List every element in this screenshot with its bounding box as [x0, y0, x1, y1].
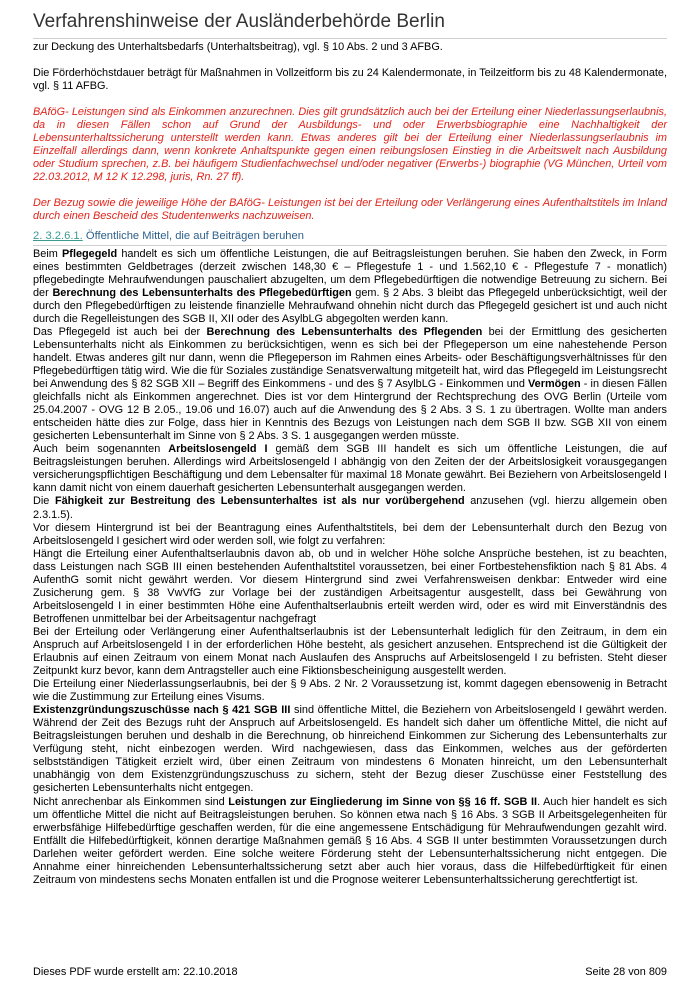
paragraph-eingliederung: Nicht anrechenbar als Einkommen sind Leistungen zur Eingliederung im Sinne von §§ 16 ff. SGB II. Auch hier handelt es sich um öffentliche Mittel die nicht auf Beitragsleistungen beruhen. So können etwa nach § 16 Abs. 3 SGB II Arbeitsgelegenheiten für erwerbsfähige Hilfebedürftige geschaffen werden, für die eine angemessene Entschädigung für Mehraufwendungen gezahlt wird. Entfällt die Hilfebedürftigkeit, können derartige Maßnahmen gemäß § 16 Abs. 4 SGB II unter bestimmten Voraussetzungen durch Darlehen weiter gefördert werden. Eine solche weitere Förderung steht der Lebensunterhaltssicherung nicht entgegen. Die Annahme einer hinreichenden Lebensunterhaltssicherung setzt aber auch hier voraus, dass die Hilfebedürftigkeit für einen Zeitraum von mindestens sechs Monaten entfallen ist und die Prognose weiterer Lebensunterhaltssicherung gerechtfertigt ist.: [33, 795, 667, 886]
paragraph-niederlassungserlaubnis: Die Erteilung einer Niederlassungserlaubnis, bei der § 9 Abs. 2 Nr. 2 Voraussetzung ist, kommt dagegen ebensowenig in Betracht wie die Zustimmung zur Erteilung eines Visums.: [33, 678, 667, 704]
document-content: [33, 41, 667, 887]
paragraph-arbeitslosengeld-1: Auch beim sogenannten Arbeitslosengeld I gemäß dem SGB III handelt es sich um öffentliche Leistungen, die auf Beitragsleistungen beruhen. Allerdings wird Arbeitslosengeld I abhängig von den Zeiten der der Arbeitslosigkeit vorausgegangen versicherungspflichtigen Beschäftigung und dem Lebensalter für maximal 18 Monate gewährt. Bei Beziehern von Arbeitslosengeld I kann damit nicht von einem dauerhaft gesicherten Lebensunterhalt ausgegangen werden.: [33, 443, 667, 495]
paragraph-pflegegeld-2: Das Pflegegeld ist auch bei der Berechnung des Lebensunterhalts des Pflegenden bei der Ermittlung des gesicherten Lebensunterhalts nicht als Einkommen zu berücksichtigen, wenn es sich bei der Pflegeperson um eine nahestehende Person handelt. Etwas anderes gilt nur dann, wenn die Pflegeperson im Rahmen eines Arbeits- oder Beschäftigungsverhältnisses für den Pflegebedürftigen tätig wird. Wie die für Soziales zuständige Senatsverwaltung mitgeteilt hat, wird das Pflegegeld im Leistungsrecht bei Anwendung des § 82 SGB XII – Begriff des Einkommens - und des § 7 AsylbLG - Einkommen und Vermögen - in diesen Fällen gleichfalls nicht als Einkommen angerechnet. Dies ist vor dem Hintergrund der Rechtsprechung des OVG Berlin (Urteile vom 25.04.2007 - OVG 12 B 2.05., 19.06 und 16.07) auch auf die Anwendung des § 2 Abs. 3 S. 1 zu übertragen. Wollte man anders entscheiden hätte dies zur Folge, dass hier in Kenntnis des Bezugs von Leistungen nach dem SGB II bzw. SGB XII von einem gesicherten Lebensunterhalt im Sinne von § 2 Abs. 3 S. 1 ausgegangen werden müsste.: [33, 325, 667, 443]
footer-created-date: Dieses PDF wurde erstellt am: 22.10.2018: [33, 966, 238, 978]
highlighted-paragraph-bafoeg: BAföG- Leistungen sind als Einkommen anzurechnen. Dies gilt grundsätzlich auch bei der Erteilung einer Niederlassungserlaubnis, da in diesen Fällen schon auf Grund der Ausbildungs- und oder Erwerbsbiographie eine Nachhaltigkeit der Lebensunterhaltssicherung unterstellt werden kann. Etwas anderes gilt bei der Erteilung einer Niederlassungserlaubnis im Einzelfall allerdings dann, wenn konkrete Anhaltspunkte gegen einen reibungslosen Einstieg in die Arbeitswelt nach Ausbildung oder Studium sprechen, z.B. bei häufigem Studienfachwechsel und/oder negativer (Erwerbs-) biographie (VG München, Urteil vom 22.03.2012, M 12 K 12.298, juris, Rn. 27 ff).: [33, 106, 667, 184]
paragraph-unterhaltsbeitrag: zur Deckung des Unterhaltsbedarfs (Unterhaltsbeitrag), vgl. § 10 Abs. 2 und 3 AFBG.: [33, 41, 443, 53]
paragraph-arbeitslosengeld-5: Bei der Erteilung oder Verlängerung einer Aufenthaltserlaubnis ist der Lebensunterhalt lediglich für den Zeitraum, in dem ein Anspruch auf Arbeitslosengeld I in der erforderlichen Höhe besteht, als gesichert anzusehen. Entsprechend ist die Gültigkeit der Erlaubnis auf einen Zeitraum von einem Monat nach Auslaufen des Anspruchs auf Arbeitslosengeld I zu befristen. Steht dieser Zeitpunkt kurz bevor, kann dem Antragsteller auch eine Fiktionsbescheinigung ausgestellt werden.: [33, 625, 667, 678]
paragraph-arbeitslosengeld-4: Hängt die Erteilung einer Aufenthaltserlaubnis davon ab, ob und in welcher Höhe solche Ansprüche bestehen, ist zu beachten, dass Leistungen nach SGB III einen bestehenden Aufenthaltstitel voraussetzen, bei einer Fortbestehensfiktion nach § 81 Abs. 4 AufenthG somit nicht gewährt werden. Vor diesem Hintergrund sind zwei Verfahrensweisen denkbar: Entweder wird eine Zusicherung gem. § 38 VwVfG zur Vorlage bei der zuständigen Arbeitsagentur ausgestellt, dass bei Gewährung von Arbeitslosengeld I in einer bestimmten Höhe eine Aufenthaltserlaubnis erteilt werden wird, oder es wird mit Einverständnis des Betroffenen unmittelbar bei der Arbeitsagentur nachgefragt: [33, 547, 667, 625]
footer-page-number: Seite 28 von 809: [585, 966, 667, 978]
paragraph-arbeitslosengeld-3: Vor diesem Hintergrund ist bei der Beantragung eines Aufenthaltstitels, bei dem der Lebensunterhalt durch den Bezug von Arbeitslosengeld I gesichert wird oder werden soll, wie folgt zu verfahren:: [33, 521, 667, 547]
paragraph-pflegegeld-1: Beim Pflegegeld handelt es sich um öffentliche Leistungen, die auf Beitragsleistungen beruhen. Sie haben den Zweck, in Form eines bestimmten Geldbetrages (derzeit zwischen 148,30 € – Pflegestufe 1 - und 1.562,10 € - Pflegestufe 7 - monatlich) pflegebedingte Mehraufwendungen pauschaliert abzugelten, um dem Pflegebedürftigen die notwendige Betreuung zu sichern. Bei der Berechnung des Lebensunterhalts des Pflegebedürftigen gem. § 2 Abs. 3 bleibt das Pflegegeld unberücksichtigt, weil der durch den Pflegebedürftigen zu leistende finanzielle Mehraufwand ohnehin nicht durch das Pflegegeld gesichert ist und auch nicht durch die Regelleistungen des SGB II, XII oder des AsylbLG abgegolten werden kann.: [33, 247, 668, 325]
page-header: Verfahrenshinweise der Ausländerbehörde Berlin: [33, 10, 667, 39]
paragraph-arbeitslosengeld-2: Die Fähigkeit zur Bestreitung des Lebensunterhaltes ist als nur vorübergehend anzusehen (vgl. hierzu allgemein oben 2.3.1.5).: [33, 495, 668, 521]
paragraph-foerderhoechstdauer: Die Förderhöchstdauer beträgt für Maßnahmen in Vollzeitform bis zu 24 Kalendermonate, in Teilzeitform bis zu 48 Kalendermonate, vgl. § 11 AFBG.: [33, 67, 667, 93]
page-footer: [33, 966, 667, 978]
section-title: Öffentliche Mittel, die auf Beiträgen beruhen: [82, 229, 304, 242]
section-heading: [33, 230, 667, 246]
highlighted-paragraph-bafoeg-nachweis: Der Bezug sowie die jeweilige Höhe der BAföG- Leistungen ist bei der Erteilung oder Verlängerung eines Aufenthaltstitels im Inland durch einen Bescheid des Studentenwerks nachzuweisen.: [33, 197, 667, 223]
paragraph-existenzgruendung: Existenzgründungszuschüsse nach § 421 SGB III sind öffentliche Mittel, die Beziehern von Arbeitslosengeld I gewährt werden. Während der Zeit des Bezugs ruht der Anspruch auf Arbeitslosengeld. Es handelt sich daher um öffentliche Mittel, die nicht auf Beitragsleistungen beruhen und deshalb in die Berechnung, ob hinreichend Einkommen zur Sicherung des Lebensunterhalts zur Verfügung steht, nicht einbezogen werden. Wird nachgewiesen, dass das Einkommen, welches aus der geförderten selbstständigen Tätigkeit erzielt wird, über einen Zeitraum von mindestens 6 Monaten hinreicht, um den Lebensunterhalt unabhängig von dem Existenzgründungszuschuss zu sichern, steht der Bezug dieser Zuschüsse einer Feststellung des gesicherten Lebensunterhalts nicht entgegen.: [33, 704, 667, 795]
section-number-link[interactable]: 2. 3.2.6.1.: [33, 229, 83, 242]
